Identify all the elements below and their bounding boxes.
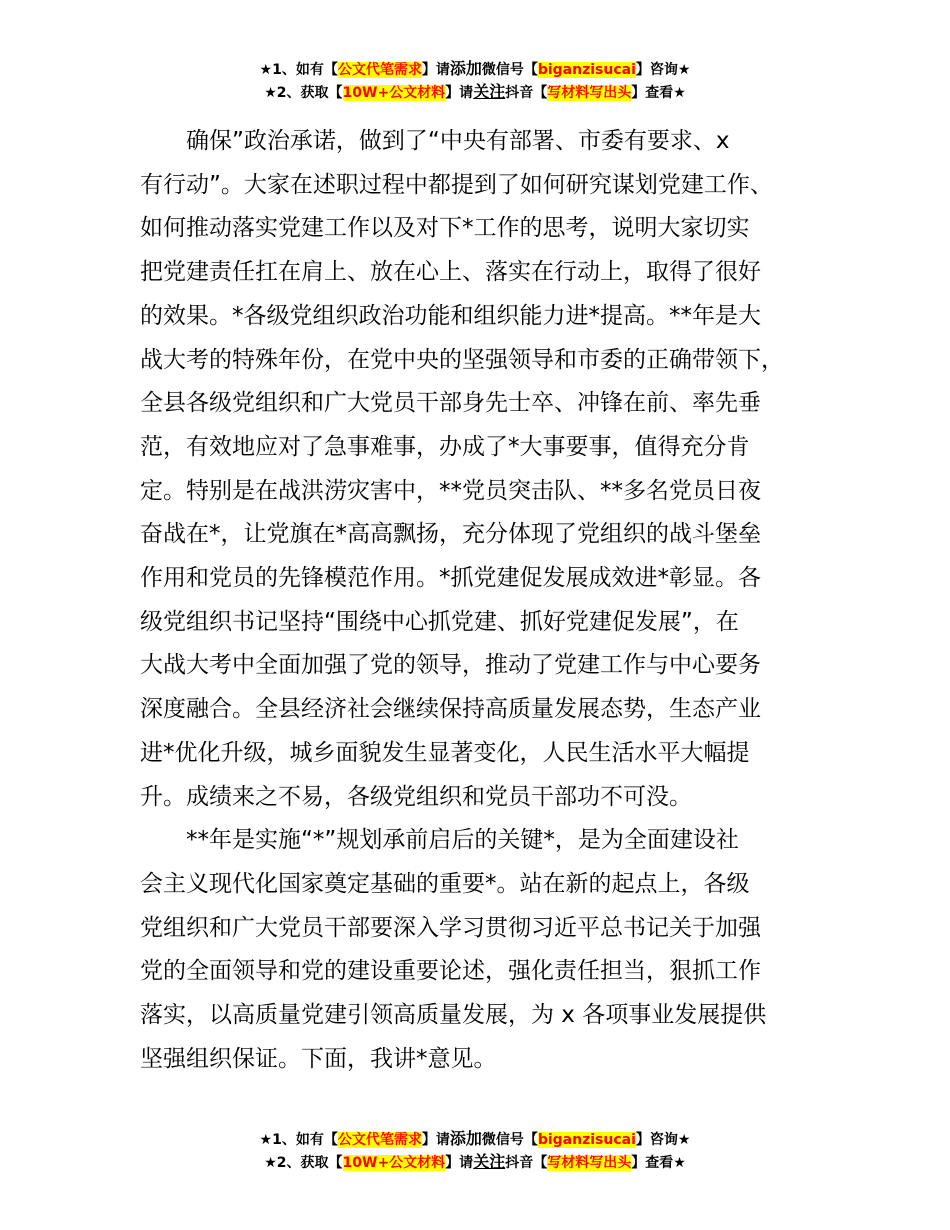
highlight-wechat-id: biganzisucai xyxy=(537,62,636,78)
highlight-ghostwriting: 公文代笔需求 xyxy=(337,1132,422,1148)
text-line: 战大考的特殊年份，在党中央的坚强领导和市委的正确带领下， xyxy=(140,346,784,373)
text-line: 落实，以高质量党建引领高质量发展，为 x 各项事业发展提供 xyxy=(140,1002,767,1029)
highlight-materials: 10W+公文材料 xyxy=(342,85,446,101)
highlight-materials: 10W+公文材料 xyxy=(342,1155,446,1171)
header-banner xyxy=(0,58,950,104)
banner-line-1: ★1、如有【公文代笔需求】请添加微信号【biganzisucai】咨询★ xyxy=(259,59,691,78)
text-line: 把党建责任扛在肩上、放在心上、落实在行动上，取得了很好 xyxy=(140,259,761,286)
text-line: 如何推动落实党建工作以及对下*工作的思考，说明大家切实 xyxy=(140,215,750,242)
text-line: 进*优化升级，城乡面貌发生显著变化，人民生活水平大幅提 xyxy=(140,739,750,766)
text-line: 全县各级党组织和广大党员干部身先士卒、冲锋在前、率先垂 xyxy=(140,390,761,417)
highlight-wechat-id: biganzisucai xyxy=(537,1132,636,1148)
highlight-ghostwriting: 公文代笔需求 xyxy=(337,62,422,78)
footer-banner xyxy=(0,1128,950,1174)
text-line: 党的全面领导和党的建设重要论述，强化责任担当，狠抓工作 xyxy=(140,958,761,985)
text-line: 级党组织书记坚持“围绕中心抓党建、抓好党建促发展”，在 xyxy=(140,608,739,635)
text-line: 会主义现代化国家奠定基础的重要*。站在新的起点上，各级 xyxy=(140,870,750,897)
banner-line-1: ★1、如有【公文代笔需求】请添加微信号【biganzisucai】咨询★ xyxy=(259,1129,691,1148)
document-body xyxy=(140,120,815,1081)
text-line: 奋战在*，让党旗在*高高飘扬，充分体现了党组织的战斗堡垒 xyxy=(140,521,761,548)
text-line: 大战大考中全面加强了党的领导，推动了党建工作与中心要务 xyxy=(140,652,761,679)
banner-line-2: ★2、获取【10W+公文材料】请关注抖音【写材料写出头】查看★ xyxy=(264,82,686,101)
highlight-douyin: 写材料写出头 xyxy=(547,1155,632,1171)
text-line: 作用和党员的先锋模范作用。*抓党建促发展成效进*彰显。各 xyxy=(140,565,761,592)
paragraph-1 xyxy=(140,120,815,819)
text-line: **年是实施“*”规划承前启后的关键*，是为全面建设社 xyxy=(186,827,739,854)
paragraph-2 xyxy=(140,819,815,1081)
banner-line-2: ★2、获取【10W+公文材料】请关注抖音【写材料写出头】查看★ xyxy=(264,1152,686,1171)
text-line: 有行动”。大家在述职过程中都提到了如何研究谋划党建工作、 xyxy=(140,171,773,198)
text-line: 确保”政治承诺，做到了“中央有部署、市委有要求、x xyxy=(186,128,730,154)
text-line: 定。特别是在战洪涝灾害中，**党员突击队、**多名党员日夜 xyxy=(140,477,761,504)
text-line: 升。成绩来之不易，各级党组织和党员干部功不可没。 xyxy=(140,783,692,810)
text-line: 深度融合。全县经济社会继续保持高质量发展态势，生态产业 xyxy=(140,696,761,723)
highlight-douyin: 写材料写出头 xyxy=(547,85,632,101)
text-line: 范，有效地应对了急事难事，办成了*大事要事，值得充分肯 xyxy=(140,433,750,460)
text-line: 的效果。*各级党组织政治功能和组织能力进*提高。**年是大 xyxy=(140,302,761,329)
text-line: 党组织和广大党员干部要深入学习贯彻习近平总书记关于加强 xyxy=(140,914,761,941)
text-line: 坚强组织保证。下面，我讲*意见。 xyxy=(140,1045,497,1072)
